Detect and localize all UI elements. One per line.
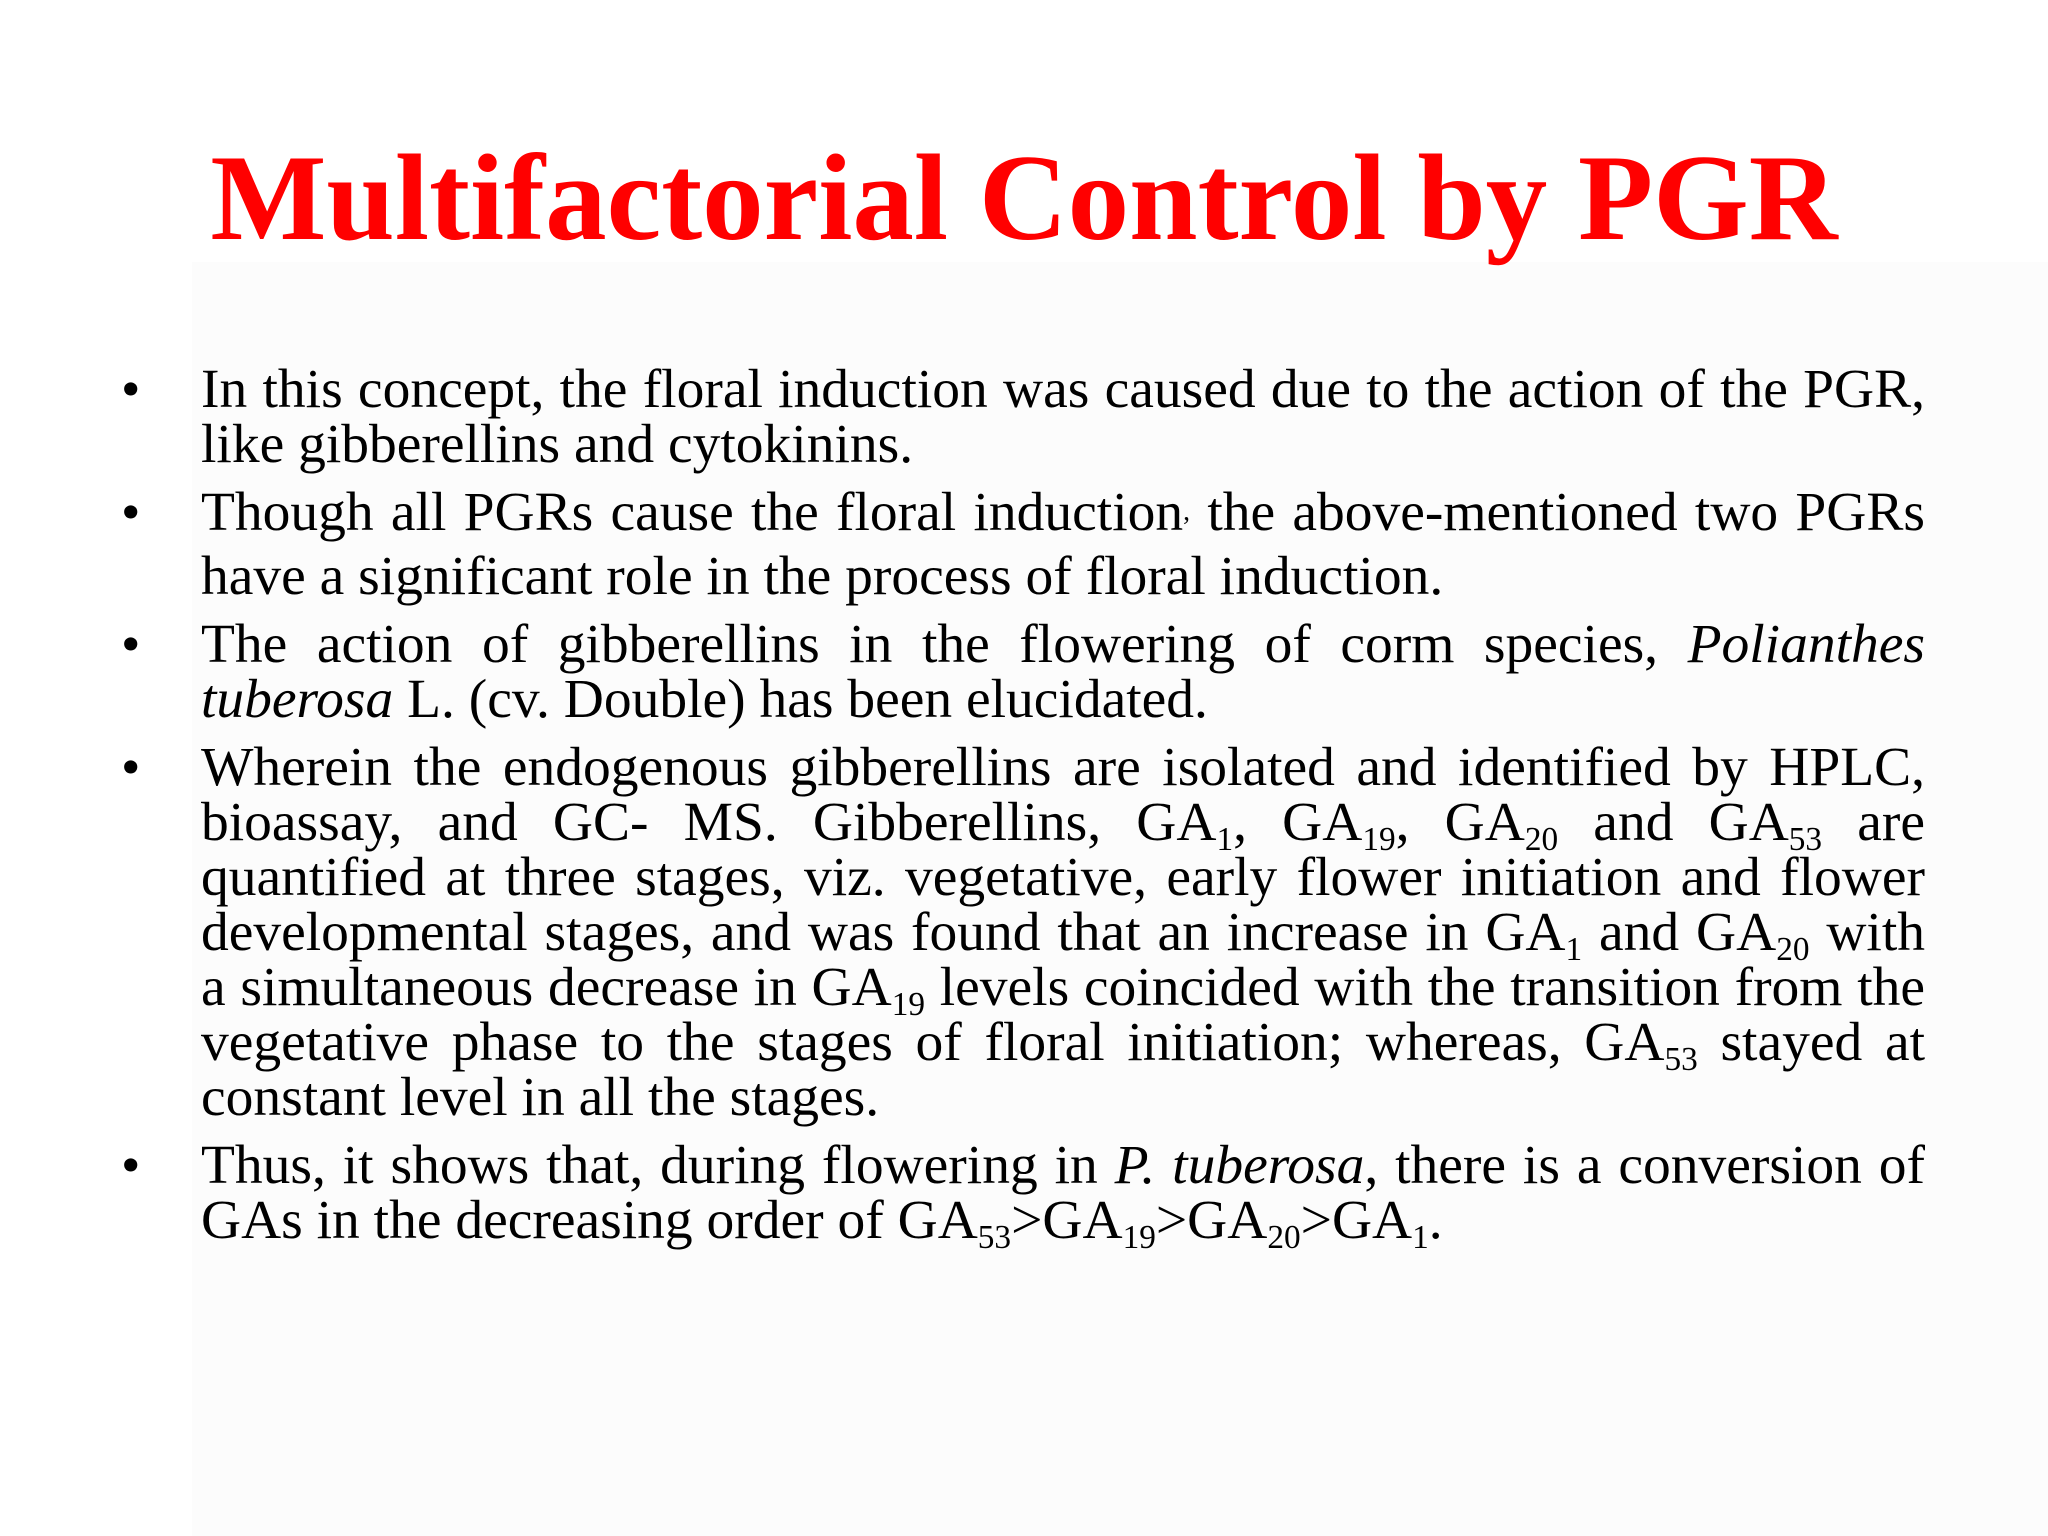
species-name: P. tuberosa xyxy=(1114,1135,1365,1196)
bullet-item xyxy=(121,737,1926,1128)
bullet-text: The action of gibberellins in the flowering of corm species, Polianthes tuberosa L. (cv. Double) has been elucidated. xyxy=(201,614,1925,730)
bullet-list xyxy=(121,359,1926,1261)
bullet-text: In this concept, the floral induction was caused due to the action of the PGR, like gibberellins and cytokinins. xyxy=(201,359,1925,475)
bullet-item xyxy=(121,1135,1925,1256)
bullet-item xyxy=(121,482,1925,607)
bullet-point-icon: • xyxy=(121,482,141,543)
bullet-item xyxy=(121,614,1925,730)
bullet-text: Thus, it shows that, during flowering in P. tuberosa, there is a conversion of GAs in the decreasing order of $GA_{53}>GA_{19}>GA_{20}>GA_1$. xyxy=(201,1135,1925,1256)
bullet-point-icon: • xyxy=(121,614,141,675)
bullet-text: Wherein the endogenous gibberellins are isolated and identified by HPLC, bioassay, and GC- MS. Gibberellins, $GA_1$, $GA_{19}$, $GA_{20}$ and $GA_{53}$ are quantified at three stages, viz. vegetative, early flower initiation and flower developmental stages, and was found that an increase in $GA_1$ and $GA_{20}$ with a simultaneous decrease in $GA_{19}$ levels coincided with the transition from the vegetative phase to the stages of floral initiation; whereas, $GA_{53}$ stayed at constant level in all the stages. xyxy=(201,737,1926,1128)
slide-title: Multifactorial Control by PGR xyxy=(210,129,1838,266)
species-name: Polianthes tuberosa xyxy=(201,614,1925,730)
bullet-point-icon: • xyxy=(121,1135,141,1196)
bullet-point-icon: • xyxy=(121,737,141,798)
bullet-item xyxy=(121,359,1925,475)
bullet-text: Though all PGRs cause the floral induction, the above-mentioned two PGRs have a significant role in the process of floral induction. xyxy=(201,482,1925,607)
bullet-point-icon: • xyxy=(121,359,141,420)
